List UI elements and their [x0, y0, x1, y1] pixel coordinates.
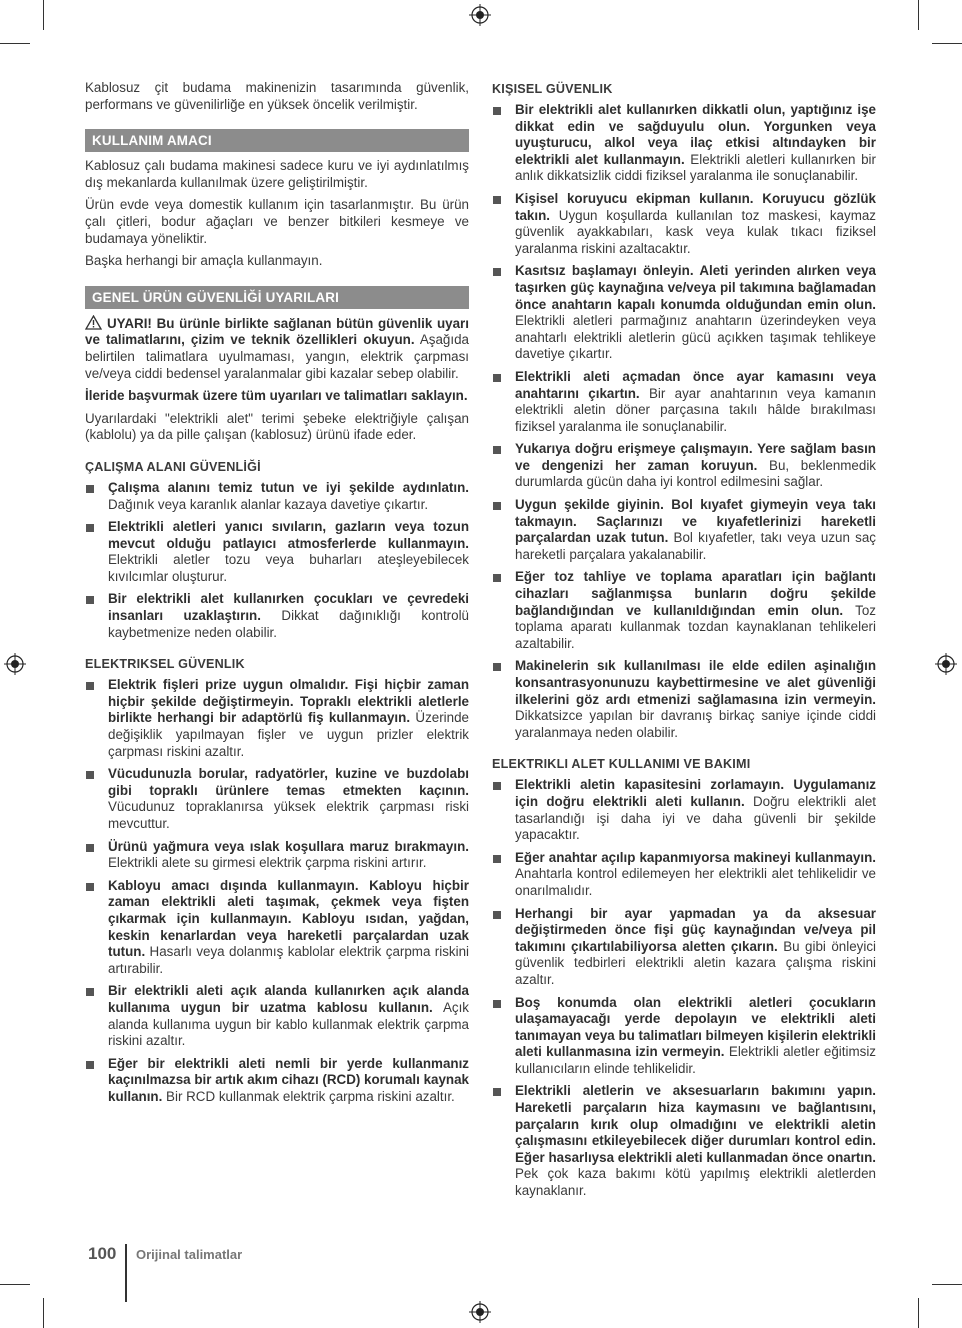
bullet-icon	[86, 524, 94, 532]
item-text: Anahtarla kontrol edilemeyen her elektrikli alet tehlikelidir ve onarılmalıdır.	[515, 866, 876, 898]
crop-mark	[932, 1284, 962, 1285]
item-bold-text: Yukarıya doğru erişmeye çalışmayın. Yere sağlam basın ve dengenizi her zaman koruyun.	[515, 441, 876, 473]
save-instructions-text: İleride başvurmak üzere tüm uyarıları ve talimatları saklayın.	[85, 388, 468, 404]
footer-label: Orijinal talimatlar	[136, 1247, 243, 1262]
list-item	[85, 519, 469, 585]
list-item	[492, 102, 876, 185]
item-text: Uygun koşullarda kullanılan toz maskesi, kaymaz güvenlik ayakkabıları, kask veya kulak tıkacı fiziksel yaralanma riskini azaltacaktır.	[515, 207, 876, 256]
item-bold-text: Eğer anahtar açılıp kapanmıyorsa makineyi kullanmayın.	[515, 849, 876, 865]
page-number: 100	[88, 1244, 117, 1263]
crop-mark	[43, 1298, 44, 1328]
kisisel-list	[492, 102, 876, 741]
bullet-icon	[493, 663, 501, 671]
section-title-genel-guvenlik: GENEL ÜRÜN GÜVENLİĞİ UYARILARI	[85, 286, 469, 309]
list-item	[492, 191, 876, 257]
item-text: Açık alanda kullanıma uygun bir kablo kullanmak elektrik çarpma riskini azaltır.	[108, 999, 469, 1049]
subsection-title-elektriksel: ELEKTRIKSEL GÜVENLIK	[85, 657, 245, 672]
list-item	[85, 480, 469, 513]
warning-triangle-icon	[85, 315, 102, 330]
section-title-kullanim-amaci: KULLANIM AMACI	[85, 129, 469, 152]
list-item	[492, 850, 876, 900]
item-bold-text: Eğer toz tahliye ve toplama aparatları için bağlantı cihazları sağlanmışsa bunların doğru şekilde bağlandığından ve kullanıldığından emin olun.	[515, 569, 876, 618]
bullet-icon	[86, 485, 94, 493]
item-text: Dağınık veya karanlık alanlar kazaya davetiye çıkartır.	[108, 496, 429, 512]
item-bold-text: Eğer bir elektrikli aleti nemli bir yerde kullanmanız kaçınılmazsa bir artık akım cihazı (RCD) korumalı kaynak kullanın.	[108, 1055, 469, 1104]
warning-text: Aşağıda belirtilen talimatlara uyulmaması, yangın, elektrik çarpması ve/veya ciddi bedensel yaralanmalar gibi kazalar sebep olabilir.	[85, 332, 469, 381]
bullet-icon	[86, 596, 94, 604]
list-item	[492, 658, 876, 741]
item-bold-text: Herhangi bir ayar yapmadan ya da aksesuar değiştirmeden önce fişi güç kaynağından ve/veya pil takımını çıkartılabiliyorsa aletten çıkarın.	[515, 905, 876, 954]
list-item	[85, 766, 469, 832]
registration-mark-icon	[469, 1301, 491, 1323]
bullet-icon	[493, 855, 501, 863]
item-text: Bol kıyafetler, takı veya uzun saç hareketli parçalara yakalanabilir.	[515, 530, 876, 562]
item-text: Bir RCD kullanmak elektrik çarpma riskini azaltır.	[162, 1088, 455, 1104]
item-text: Elektrikli aletleri parmağınız anahtarın üzerindeyken veya anahtarlı elektrikli aletlerin gücü açıkken taşımak tehlikeye davetiye çıkartır.	[515, 313, 876, 362]
item-bold-text: Çalışma alanını temiz tutun ve iyi şekilde aydınlatın.	[108, 479, 469, 495]
item-bold-text: Elektrikli aletlerin ve aksesuarların bakımını yapın. Hareketli parçaların hiza kaymasını ve bağlantısını, parçaların kırık olup olmadığını ve elektrikli aletin çalışmasını etkileyebilecek diğer durumları kontrol edin. Eğer hasarlıysa elektrikli aleti kullanmadan önce onartın.	[515, 1083, 876, 1165]
list-item	[85, 677, 469, 760]
crop-mark	[0, 1284, 30, 1285]
item-bold-text: Kasıtsız başlamayı önleyin. Aleti yerinden alırken veya taşırken güç kaynağına ve/veya pil takımına bağlamadan önce anahtarın kapalı konumda olduğundan emin olun.	[515, 263, 876, 312]
list-item	[85, 839, 469, 872]
bullet-icon	[493, 574, 501, 582]
bullet-icon	[493, 1000, 501, 1008]
registration-mark-icon	[469, 4, 491, 26]
bullet-icon	[493, 107, 501, 115]
kullanim-bakim-list	[492, 777, 876, 1199]
bullet-icon	[86, 988, 94, 996]
item-bold-text: Uygun şekilde giyinin. Bol kıyafet giymeyin veya takı takmayın. Saçlarınızı ve kıyafetlerinizi hareketli parçalardan uzak tutun.	[515, 497, 876, 546]
list-item	[85, 878, 469, 978]
bullet-icon	[493, 374, 501, 382]
item-text: Dikkatsizce yapılan bir davranış birkaç saniye içinde ciddi yaralanmaya neden olabilir.	[515, 708, 876, 740]
intro-paragraph: Kablosuz çit budama makinenizin tasarımında güvenlik, performans ve güvenilirliğe en yüksek öncelik verilmiştir.	[85, 80, 469, 112]
subsection-title-kullanim-bakim: ELEKTRIKLI ALET KULLANIMI VE BAKIMI	[492, 757, 751, 772]
crop-mark	[43, 0, 44, 30]
bullet-icon	[493, 1088, 501, 1096]
item-text: Toz toplama aparatı kullanmak tozdan kaynaklanan tehlikeleri azaltabilir.	[515, 602, 876, 651]
bullet-icon	[86, 883, 94, 891]
crop-mark	[932, 43, 962, 44]
elektriksel-list	[85, 677, 469, 1105]
list-item	[492, 777, 876, 843]
bullet-icon	[493, 268, 501, 276]
item-text: Doğru elektrikli alet tasarlandığı işi daha iyi ve daha güvenli bir şekilde yapacaktır.	[515, 793, 877, 843]
item-bold-text: Kabloyu amacı dışında kullanmayın. Kabloyu hiçbir zaman elektrikli aleti taşımak, çekmek veya fişten çıkarmak için kullanmayın. Kabloyu ısıdan, yağdan, keskin kenarlardan veya hareketli parçalardan uzak tutun.	[108, 877, 469, 960]
bullet-icon	[493, 911, 501, 919]
item-text: Elektrikli aletleri kullanırken bir anlık dikkatsizlik ciddi fiziksel yaralanma ile sonuçlanabilir.	[515, 151, 876, 184]
list-item	[85, 591, 469, 641]
item-bold-text: Vücudunuzla borular, radyatörler, kuzine ve buzdolabı gibi topraklı ürünlere temas etmekten kaçının.	[108, 766, 469, 798]
bullet-icon	[493, 196, 501, 204]
kullanim-paragraph-3: Başka herhangi bir amaçla kullanmayın.	[85, 253, 323, 269]
bullet-icon	[86, 771, 94, 779]
item-bold-text: Boş konumda olan elektrikli aletleri çocukların ulaşamayacağı yerde depolayın ve elektrikli aleti tanımayan veya bu talimatları bilmeyen kişilerin elektrikli aleti kullanmasına izin vermeyin.	[515, 994, 876, 1060]
crop-mark	[0, 43, 30, 44]
list-item	[492, 369, 876, 435]
list-item	[85, 983, 469, 1049]
item-bold-text: Ürünü yağmura veya ıslak koşullara maruz bırakmayın.	[108, 838, 469, 854]
term-paragraph: Uyarılardaki "elektrikli alet" terimi şebeke elektriğiyle çalışan (kablolu) ya da pille çalışan (kablosuz) ürünü ifade eder.	[85, 410, 469, 443]
item-bold-text: Bir elektrikli aleti açık alanda kullanırken açık alanda kullanıma uygun bir uzatma kablosu kullanın.	[108, 983, 469, 1015]
left-column	[85, 80, 469, 1112]
item-bold-text: Elektrikli aletleri yanıcı sıvıların, gazların veya tozun mevcut olduğu patlayıcı atmosferlerde kullanmayın.	[108, 519, 469, 551]
item-text: Elektrikli aletler eğitimsiz kullanıcıların elinde tehlikelidir.	[515, 1044, 876, 1076]
list-item	[492, 995, 876, 1078]
list-item	[492, 1083, 876, 1199]
registration-mark-icon	[4, 653, 26, 675]
item-text: Dikkat dağınıklığı kontrolü kaybetmenize neden olabilir.	[108, 608, 469, 640]
subsection-title-calisma-alani: ÇALIŞMA ALANI GÜVENLİĞİ	[85, 459, 261, 474]
kullanim-paragraph-2: Ürün evde veya domestik kullanım için tasarlanmıştır. Bu ürün çalı çitleri, bodur ağaçları ve benzer bitkileri kesmeye ve budamaya yöneliktir.	[85, 197, 469, 246]
bullet-icon	[493, 502, 501, 510]
item-bold-text: Elektrik fişleri prize uygun olmalıdır. Fişi hiçbir zaman hiçbir şekilde değiştirmeyin. Topraklı elektrikli aletlerle birlikte herhangi bir adaptörlü fiş kullanmayın.	[108, 677, 469, 726]
list-item	[492, 441, 876, 491]
item-text: Elektrikli aletler tozu veya buharları ateşleyebilecek kıvılcımlar oluşturur.	[108, 552, 469, 584]
list-item	[492, 569, 876, 652]
item-bold-text: Makinelerin sık kullanılması ile elde edilen aşinalığın konsantrasyonunuzu kaybettirmesine ve alet güvenliği ilkelerini göz ardı etmenizi sağlamasına izin vermeyin.	[515, 658, 876, 707]
bullet-icon	[86, 844, 94, 852]
save-instructions	[85, 388, 469, 405]
item-bold-text: Elektrikli aletin kapasitesini zorlamayın. Uygulamanız için doğru elektrikli aleti kullanın.	[515, 777, 876, 809]
item-text: Pek çok kaza bakımı kötü yapılmış elektrikli aletlerden kaynaklanır.	[515, 1166, 876, 1199]
item-text: Bu, beklenmedik durumlarda gücün daha iyi kontrol edilmesini sağlar.	[515, 457, 876, 490]
bullet-icon	[493, 446, 501, 454]
item-text: Hasarlı veya dolanmış kablolar elektrik çarpma riskini artırabilir.	[108, 944, 469, 976]
crop-mark	[918, 0, 919, 30]
bullet-icon	[493, 782, 501, 790]
item-text: Bir ayar anahtarının veya kamanın elektrikli aletin döner parçasına takılı hâlde bırakılması fiziksel yaralanma ile sonuçlanabilir.	[515, 385, 876, 434]
bullet-icon	[86, 1061, 94, 1069]
item-bold-text: Bir elektrikli alet kullanırken dikkatli olun, yaptığınız işe dikkat edin ve sağduyulu olun. Yorgunken veya uyuşturucu, alkol veya ilaç etkisi altındayken bir elektrikli alet kullanmayın.	[515, 102, 876, 167]
right-column	[492, 80, 876, 1206]
list-item	[492, 906, 876, 989]
item-text: Vücudunuz topraklanırsa yüksek elektrik çarpması riski mevcuttur.	[108, 799, 469, 831]
item-text: Bu gibi önleyici güvenlik tedbirleri elektrikli aletin kazara çalışma riskini azaltır.	[515, 938, 876, 987]
item-bold-text: Elektrikli aleti açmadan önce ayar kamasını veya anahtarını çıkartın.	[515, 368, 876, 401]
crop-mark	[918, 1298, 919, 1328]
bullet-icon	[86, 682, 94, 690]
kullanim-paragraph-1: Kablosuz çalı budama makinesi sadece kuru ve iyi aydınlatılmış dış mekanlarda kullanılmak üzere geliştirilmiştir.	[85, 158, 469, 190]
item-bold-text: Bir elektrikli alet kullanırken çocukları ve çevredeki insanları uzaklaştırın.	[108, 591, 469, 624]
list-item	[492, 263, 876, 363]
footer-divider	[125, 1244, 127, 1302]
calisma-list	[85, 480, 469, 641]
registration-mark-icon	[935, 653, 957, 675]
subsection-title-kisisel: KIŞISEL GÜVENLIK	[492, 82, 613, 96]
list-item	[492, 497, 876, 563]
item-text: Elektrikli alete su girmesi elektrik çarpma riskini artırır.	[108, 855, 427, 871]
item-bold-text: Kişisel koruyucu ekipman kullanın. Koruyucu gözlük takın.	[515, 190, 876, 223]
warning-bold-text: UYARI! Bu ürünle birlikte sağlanan bütün güvenlik uyarı ve talimatlarını, çizim ve teknik özellikleri okuyun.	[85, 315, 469, 348]
warning-paragraph	[85, 315, 469, 382]
item-text: Üzerinde değişiklik yapılmayan fişler ve uygun prizler elektrik çarpması riskini azaltır.	[108, 710, 469, 759]
list-item	[85, 1056, 469, 1106]
